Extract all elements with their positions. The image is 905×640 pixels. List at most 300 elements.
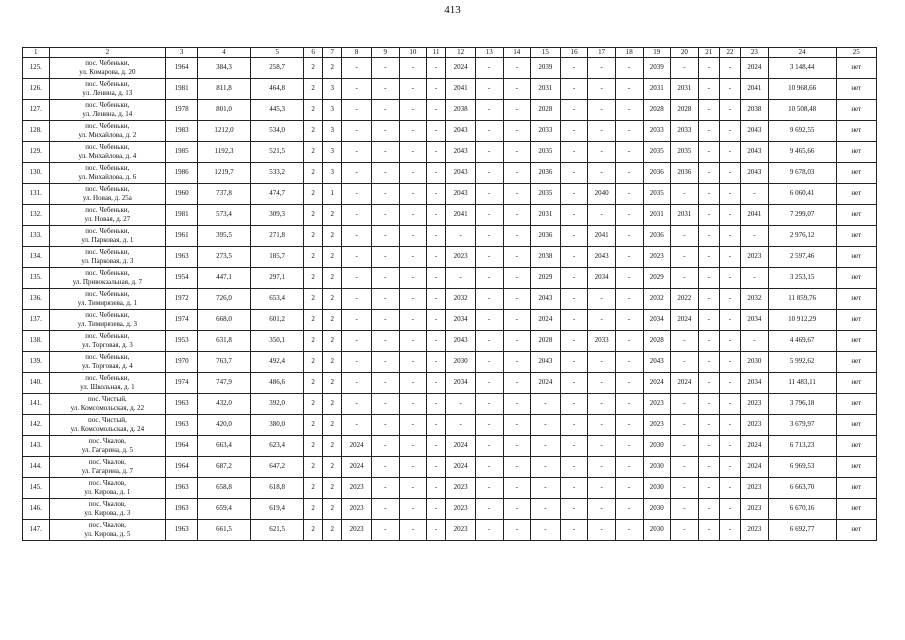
data-cell: 395,5 [198, 225, 251, 246]
data-cell: - [741, 225, 769, 246]
data-cell: 2024 [446, 456, 476, 477]
data-cell: 1963 [166, 498, 198, 519]
data-cell: 3 [323, 120, 342, 141]
row-number: 144. [23, 456, 50, 477]
table-row [23, 435, 877, 456]
data-cell: 1981 [166, 78, 198, 99]
data-cell: 271,8 [251, 225, 304, 246]
data-cell: - [399, 330, 427, 351]
data-cell: нет [836, 372, 876, 393]
data-cell: 2032 [741, 288, 769, 309]
table-row [23, 183, 877, 204]
data-cell: 2 [323, 288, 342, 309]
data-cell: 2023 [446, 246, 476, 267]
data-cell: 2028 [671, 99, 699, 120]
row-number: 139. [23, 351, 50, 372]
data-cell: 2033 [531, 120, 561, 141]
data-cell: - [615, 309, 643, 330]
data-cell: 3 253,15 [768, 267, 836, 288]
data-cell: - [588, 372, 616, 393]
data-cell: нет [836, 393, 876, 414]
data-cell: 2 [304, 267, 323, 288]
data-cell: - [475, 246, 503, 267]
row-number: 135. [23, 267, 50, 288]
data-cell: - [615, 204, 643, 225]
data-cell: 2 [323, 498, 342, 519]
row-number: 130. [23, 162, 50, 183]
data-cell: - [371, 99, 399, 120]
data-cell: - [399, 141, 427, 162]
address-street: ул. Комарова, д. 20 [79, 67, 136, 76]
data-cell: 619,4 [251, 498, 304, 519]
data-cell: 2043 [741, 120, 769, 141]
data-cell: 2024 [671, 372, 699, 393]
data-cell: - [671, 267, 699, 288]
data-cell: - [719, 183, 740, 204]
data-cell: 1212,0 [198, 120, 251, 141]
address-street: ул. Парковая, д. 1 [81, 235, 134, 244]
data-cell: 2 [323, 456, 342, 477]
table-row [23, 57, 877, 78]
data-cell: 2031 [531, 78, 561, 99]
column-number-header: 9 [371, 48, 399, 58]
data-cell: - [671, 435, 699, 456]
address-settlement: пос. Чебеньки, [85, 374, 130, 382]
data-cell: 2043 [446, 162, 476, 183]
column-number-header: 17 [588, 48, 616, 58]
row-number: 138. [23, 330, 50, 351]
data-cell: 658,8 [198, 477, 251, 498]
page-number: 413 [444, 4, 461, 16]
table-row [23, 498, 877, 519]
data-cell: 2034 [446, 372, 476, 393]
address-street: ул. Привокзальная, д. 7 [72, 277, 143, 286]
address-cell [49, 351, 166, 372]
data-cell: 3 [323, 162, 342, 183]
data-cell: 2035 [671, 141, 699, 162]
data-cell: 1963 [166, 414, 198, 435]
row-number: 132. [23, 204, 50, 225]
address-street: ул. Михайлова, д. 4 [78, 151, 137, 160]
data-cell: 2039 [643, 57, 671, 78]
data-cell: - [698, 393, 719, 414]
data-cell: 2023 [643, 414, 671, 435]
data-cell: - [503, 498, 531, 519]
data-cell: - [560, 99, 588, 120]
data-cell: - [560, 414, 588, 435]
data-cell: - [698, 183, 719, 204]
data-cell: - [475, 267, 503, 288]
address-settlement: пос. Чебеньки, [85, 227, 130, 235]
address-cell [49, 372, 166, 393]
column-number-header: 19 [643, 48, 671, 58]
data-cell: - [671, 414, 699, 435]
data-cell: 380,0 [251, 414, 304, 435]
data-cell: - [399, 435, 427, 456]
data-cell: - [503, 288, 531, 309]
row-number: 126. [23, 78, 50, 99]
data-cell: 10 912,29 [768, 309, 836, 330]
data-cell: - [427, 267, 446, 288]
data-cell: - [475, 78, 503, 99]
row-number: 136. [23, 288, 50, 309]
data-cell: 2023 [342, 498, 372, 519]
data-cell: - [698, 456, 719, 477]
data-cell: 647,2 [251, 456, 304, 477]
data-cell: - [719, 267, 740, 288]
data-cell: 1974 [166, 309, 198, 330]
data-cell: - [615, 477, 643, 498]
data-cell: - [698, 267, 719, 288]
data-cell: 2 [304, 204, 323, 225]
address-settlement: пос. Чебеньки, [85, 269, 130, 277]
data-cell: 486,6 [251, 372, 304, 393]
data-cell: 2 [304, 372, 323, 393]
data-cell: 2023 [342, 519, 372, 540]
data-cell: - [503, 267, 531, 288]
data-cell: - [615, 183, 643, 204]
data-cell: 1960 [166, 183, 198, 204]
data-cell: нет [836, 330, 876, 351]
row-number: 131. [23, 183, 50, 204]
data-cell: - [399, 120, 427, 141]
address-settlement: пос. Чкалов, [88, 458, 126, 466]
data-cell: 2 [304, 351, 323, 372]
table-row [23, 225, 877, 246]
data-cell: - [698, 225, 719, 246]
address-street: ул. Кирова, д. 3 [84, 508, 131, 517]
row-number: 147. [23, 519, 50, 540]
data-cell: - [698, 372, 719, 393]
data-cell: - [399, 99, 427, 120]
data-cell: 2023 [741, 393, 769, 414]
data-cell: - [615, 351, 643, 372]
data-cell: 2 [304, 99, 323, 120]
data-cell: - [342, 120, 372, 141]
data-cell: - [475, 183, 503, 204]
data-cell: - [588, 141, 616, 162]
data-cell: нет [836, 267, 876, 288]
data-cell: - [531, 477, 561, 498]
data-cell: - [719, 477, 740, 498]
data-cell: - [371, 456, 399, 477]
data-cell: - [588, 162, 616, 183]
data-cell: - [446, 267, 476, 288]
data-cell: 6 713,23 [768, 435, 836, 456]
data-cell: 2043 [446, 330, 476, 351]
data-cell: 2030 [643, 498, 671, 519]
data-cell: - [503, 477, 531, 498]
data-cell: 2034 [588, 267, 616, 288]
data-cell: - [719, 288, 740, 309]
column-number-header: 4 [198, 48, 251, 58]
data-cell: - [698, 141, 719, 162]
data-cell: 2043 [741, 162, 769, 183]
data-cell: - [588, 435, 616, 456]
data-cell: 2 [323, 330, 342, 351]
data-cell: 2024 [643, 372, 671, 393]
data-cell: - [503, 330, 531, 351]
data-cell: - [427, 519, 446, 540]
data-cell: 464,8 [251, 78, 304, 99]
data-cell: - [342, 288, 372, 309]
data-cell: нет [836, 309, 876, 330]
data-cell: - [399, 183, 427, 204]
data-cell: 432,0 [198, 393, 251, 414]
data-cell: 2024 [741, 435, 769, 456]
address-street: ул. Кирова, д. 1 [84, 487, 131, 496]
data-cell: - [475, 288, 503, 309]
data-cell: - [399, 267, 427, 288]
data-cell: - [342, 414, 372, 435]
address-settlement: пос. Чебеньки, [85, 143, 130, 151]
address-street: ул. Михайлова, д. 6 [78, 172, 137, 181]
data-cell: - [427, 393, 446, 414]
data-cell: - [427, 120, 446, 141]
data-cell: - [371, 330, 399, 351]
table-row [23, 330, 877, 351]
data-cell: 2040 [588, 183, 616, 204]
data-cell: - [399, 498, 427, 519]
data-cell: 474,7 [251, 183, 304, 204]
data-cell: 2 [304, 330, 323, 351]
data-cell: 2023 [741, 414, 769, 435]
data-cell: - [671, 477, 699, 498]
data-cell: - [719, 246, 740, 267]
column-number-header: 7 [323, 48, 342, 58]
data-cell: 2024 [531, 372, 561, 393]
data-cell: - [427, 330, 446, 351]
data-cell: - [427, 288, 446, 309]
data-cell: - [475, 351, 503, 372]
data-cell: - [503, 519, 531, 540]
data-cell: 2034 [741, 372, 769, 393]
data-cell: - [371, 288, 399, 309]
data-cell: 521,5 [251, 141, 304, 162]
column-number-header: 13 [475, 48, 503, 58]
data-cell: - [588, 99, 616, 120]
column-number-header: 15 [531, 48, 561, 58]
data-cell: - [671, 246, 699, 267]
data-cell: - [475, 477, 503, 498]
data-cell: - [719, 498, 740, 519]
data-cell: - [615, 456, 643, 477]
address-cell [49, 309, 166, 330]
address-cell [49, 183, 166, 204]
table-row [23, 162, 877, 183]
data-cell: 2 976,12 [768, 225, 836, 246]
data-cell: - [342, 225, 372, 246]
data-cell: 2030 [643, 477, 671, 498]
data-cell: - [503, 351, 531, 372]
address-settlement: пос. Чебеньки, [85, 353, 130, 361]
data-cell: - [560, 435, 588, 456]
table-row [23, 309, 877, 330]
address-settlement: пос. Чкалов, [88, 437, 126, 445]
data-cell: 10 508,48 [768, 99, 836, 120]
data-cell: 2 [323, 519, 342, 540]
data-cell: 1983 [166, 120, 198, 141]
data-cell: 2043 [531, 351, 561, 372]
data-cell: - [719, 99, 740, 120]
address-cell [49, 330, 166, 351]
data-cell: 2 [304, 519, 323, 540]
data-cell: - [475, 330, 503, 351]
address-street: ул. Гагарина, д. 5 [81, 445, 134, 454]
data-cell: - [342, 393, 372, 414]
data-cell: - [503, 162, 531, 183]
data-cell: - [342, 246, 372, 267]
row-number: 141. [23, 393, 50, 414]
data-cell: - [719, 78, 740, 99]
data-cell: - [719, 204, 740, 225]
data-cell: 1 [323, 183, 342, 204]
data-cell: 2 [323, 309, 342, 330]
data-cell: нет [836, 204, 876, 225]
data-cell: 2035 [531, 141, 561, 162]
data-cell: 2023 [643, 393, 671, 414]
data-cell: 3 679,97 [768, 414, 836, 435]
data-cell: 9 678,03 [768, 162, 836, 183]
data-cell: 2034 [741, 309, 769, 330]
column-number-header: 20 [671, 48, 699, 58]
data-cell: 2 [304, 309, 323, 330]
data-cell: - [719, 120, 740, 141]
data-cell: - [615, 225, 643, 246]
address-street: ул. Тимирязева, д. 1 [77, 298, 137, 307]
data-cell: - [531, 456, 561, 477]
data-cell: 2 [323, 57, 342, 78]
address-street: ул. Кирова, д. 5 [84, 529, 131, 538]
data-cell: 1970 [166, 351, 198, 372]
data-cell: 2033 [643, 120, 671, 141]
data-cell: - [615, 393, 643, 414]
data-cell: 1963 [166, 246, 198, 267]
data-cell: 4 469,67 [768, 330, 836, 351]
row-number: 129. [23, 141, 50, 162]
table-row [23, 120, 877, 141]
data-cell: 2024 [741, 57, 769, 78]
data-cell: 2028 [643, 99, 671, 120]
data-cell: - [342, 309, 372, 330]
data-cell: - [560, 78, 588, 99]
row-number: 145. [23, 477, 50, 498]
data-cell: - [719, 225, 740, 246]
data-cell: 2 [323, 225, 342, 246]
data-cell: нет [836, 498, 876, 519]
data-cell: - [719, 162, 740, 183]
data-cell: 2034 [643, 309, 671, 330]
data-cell: 2039 [531, 57, 561, 78]
data-cell: - [446, 225, 476, 246]
data-cell: 2 [323, 267, 342, 288]
data-cell: - [342, 162, 372, 183]
data-cell: 2023 [446, 498, 476, 519]
data-cell: - [475, 435, 503, 456]
data-cell: - [475, 456, 503, 477]
data-cell: 2032 [643, 288, 671, 309]
data-cell: 1974 [166, 372, 198, 393]
data-cell: 350,1 [251, 330, 304, 351]
data-cell: - [399, 351, 427, 372]
data-cell: 687,2 [198, 456, 251, 477]
data-cell: - [475, 225, 503, 246]
data-cell: 2035 [643, 183, 671, 204]
data-cell: - [427, 162, 446, 183]
data-cell: - [503, 120, 531, 141]
data-cell: 2023 [741, 246, 769, 267]
address-cell [49, 57, 166, 78]
data-cell: 6 692,77 [768, 519, 836, 540]
data-cell: 2 [323, 435, 342, 456]
data-cell: 663,4 [198, 435, 251, 456]
data-cell: - [399, 372, 427, 393]
data-cell: 1964 [166, 435, 198, 456]
data-cell: - [371, 204, 399, 225]
data-cell: - [560, 519, 588, 540]
data-cell: - [427, 99, 446, 120]
data-cell: 2 [304, 225, 323, 246]
data-cell: - [475, 204, 503, 225]
address-settlement: пос. Чебеньки, [85, 248, 130, 256]
data-cell: 1963 [166, 393, 198, 414]
data-cell: 309,3 [251, 204, 304, 225]
data-cell: 737,8 [198, 183, 251, 204]
address-cell [49, 393, 166, 414]
data-cell: - [371, 498, 399, 519]
data-cell: - [615, 78, 643, 99]
data-cell: - [615, 372, 643, 393]
data-cell: 621,5 [251, 519, 304, 540]
data-cell: - [427, 372, 446, 393]
data-cell: - [342, 204, 372, 225]
column-number-header: 8 [342, 48, 372, 58]
data-cell: нет [836, 162, 876, 183]
data-cell: - [399, 393, 427, 414]
data-cell: - [342, 267, 372, 288]
data-cell: - [719, 414, 740, 435]
data-cell: 2023 [342, 477, 372, 498]
data-cell: - [371, 267, 399, 288]
data-cell: - [427, 414, 446, 435]
data-cell: - [446, 393, 476, 414]
column-number-header: 18 [615, 48, 643, 58]
data-cell: - [342, 183, 372, 204]
data-cell: 2 [304, 141, 323, 162]
data-cell: - [671, 393, 699, 414]
data-cell: 2 [304, 162, 323, 183]
data-cell: 653,4 [251, 288, 304, 309]
data-cell: 2 597,46 [768, 246, 836, 267]
data-cell: 2033 [588, 330, 616, 351]
data-cell: 2035 [531, 183, 561, 204]
data-cell: - [671, 498, 699, 519]
address-cell [49, 99, 166, 120]
column-number-header: 10 [399, 48, 427, 58]
data-cell: - [560, 225, 588, 246]
data-cell: 2023 [446, 519, 476, 540]
data-cell: - [698, 309, 719, 330]
data-cell: 2030 [643, 456, 671, 477]
address-cell [49, 204, 166, 225]
data-cell: - [342, 99, 372, 120]
column-number-header: 12 [446, 48, 476, 58]
data-cell: 185,7 [251, 246, 304, 267]
data-cell: 2030 [446, 351, 476, 372]
address-cell [49, 498, 166, 519]
address-street: ул. Новая, д. 25а [82, 193, 132, 202]
column-number-header: 2 [49, 48, 166, 58]
